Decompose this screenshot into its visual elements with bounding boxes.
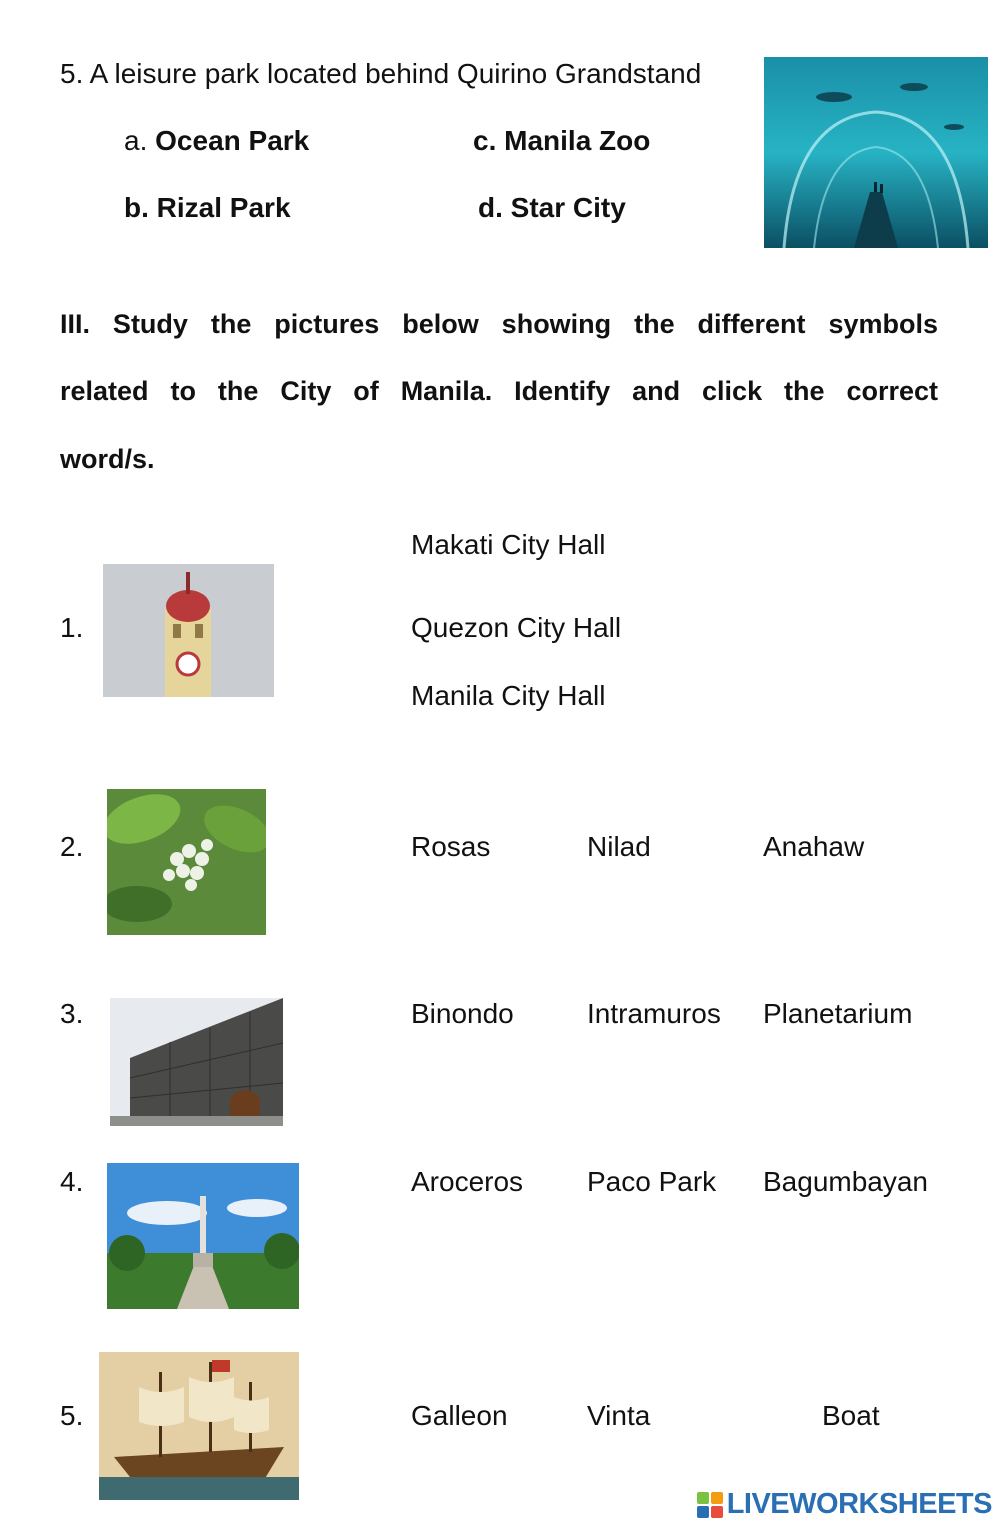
item-4-number: 4. xyxy=(60,1166,84,1197)
item-3-option-binondo[interactable]: Binondo xyxy=(411,998,514,1029)
question-5-prompt: 5. A leisure park located behind Quirino Grandstand xyxy=(60,58,702,89)
item-3-option-planetarium[interactable]: Planetarium xyxy=(763,998,913,1029)
choice-d-letter: d. xyxy=(478,192,503,223)
choice-b xyxy=(124,192,291,224)
instructions-line-1: III. Study the pictures below showing the different symbols xyxy=(60,309,938,339)
item-1-option-makati-city-hall[interactable]: Makati City Hall xyxy=(411,529,606,560)
ocean-park-tunnel-image xyxy=(764,57,988,248)
item-5-option-vinta[interactable]: Vinta xyxy=(587,1400,651,1431)
item-4-option-paco-park[interactable]: Paco Park xyxy=(587,1166,717,1197)
item-1-option-quezon-city-hall[interactable]: Quezon City Hall xyxy=(411,612,622,643)
item-2-option-anahaw[interactable]: Anahaw xyxy=(763,831,865,862)
choice-d-text: Star City xyxy=(510,192,626,223)
liveworksheets-logo xyxy=(697,1488,992,1521)
instructions-line-3: word/s. xyxy=(60,444,155,474)
item-5-number: 5. xyxy=(60,1400,84,1431)
choice-a xyxy=(124,125,309,157)
choice-a-letter: a. xyxy=(124,125,148,156)
flower-image xyxy=(107,789,266,935)
item-4-option-aroceros[interactable]: Aroceros xyxy=(411,1166,524,1197)
item-4-option-bagumbayan[interactable]: Bagumbayan xyxy=(763,1166,929,1197)
liveworksheets-logo-text: LIVEWORKSHEETS xyxy=(726,1488,992,1520)
item-3-option-intramuros[interactable]: Intramuros xyxy=(587,998,721,1029)
choice-d xyxy=(478,192,626,224)
item-1-number: 1. xyxy=(60,612,84,643)
instructions-line-2: related to the City of Manila. Identify and click the correct xyxy=(60,376,938,406)
manila-city-hall-image xyxy=(103,564,274,697)
item-3-number: 3. xyxy=(60,998,84,1029)
intramuros-wall-image xyxy=(110,998,283,1126)
liveworksheets-logo-icon xyxy=(697,1492,723,1518)
item-2-number: 2. xyxy=(60,831,84,862)
choice-a-text: Ocean Park xyxy=(155,125,310,156)
item-2-option-nilad[interactable]: Nilad xyxy=(587,831,651,862)
choice-c-letter: c. xyxy=(473,125,497,156)
choice-b-letter: b. xyxy=(124,192,149,223)
rizal-monument-image xyxy=(107,1163,299,1309)
item-5-option-galleon[interactable]: Galleon xyxy=(411,1400,508,1431)
galleon-image xyxy=(99,1352,299,1500)
item-2-option-rosas[interactable]: Rosas xyxy=(411,831,491,862)
item-1-option-manila-city-hall[interactable]: Manila City Hall xyxy=(411,680,606,711)
choice-c xyxy=(473,125,650,157)
choice-c-text: Manila Zoo xyxy=(504,125,651,156)
item-5-option-boat[interactable]: Boat xyxy=(822,1400,880,1431)
choice-b-text: Rizal Park xyxy=(156,192,291,223)
